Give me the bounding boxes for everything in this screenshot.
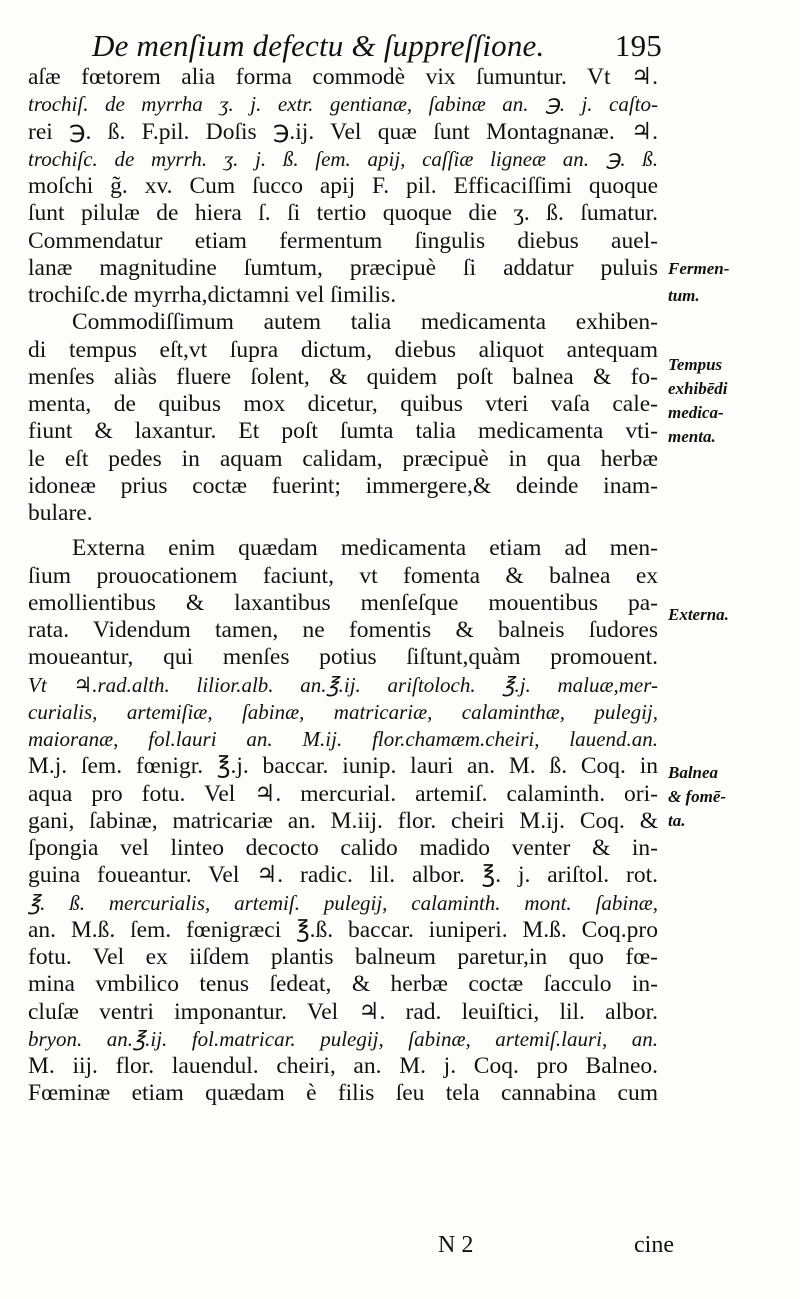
marginal-note: Tempus — [668, 355, 723, 374]
text-line: Commodiſſimum autem talia medicamenta exhiben- — [72, 309, 658, 336]
marginal-note: exhibēdi — [668, 379, 728, 398]
text-line: menſes aliàs fluere ſolent, & quidem poſt balnea & fo- — [28, 363, 658, 390]
text-line: trochiſ. de myrrha ʒ. j. extr. gentianæ, ſabinæ an. ℈. j. caſto- — [28, 92, 658, 117]
text-line: rata. Videndum tamen, ne fomentis & balneis ſudores — [28, 617, 658, 643]
text-line: fiunt & laxantur. Et poſt ſumta talia medicamenta vti- — [28, 418, 658, 445]
text-line: mina vmbilico tenus ſedeat, & herbæ coctæ ſacculo in- — [28, 971, 658, 998]
text-line: ſpongia vel linteo decocto calido madido venter & in- — [28, 835, 658, 861]
text-line: Vt ♃.rad.alth. lilior.alb. an.℥.ij. ariſtoloch. ℥.j. maluæ,mer- — [28, 672, 658, 697]
text-line: le eſt pedes in aquam calidam, præcipuè in qua herbæ — [28, 445, 658, 472]
text-line: cluſæ ventri imponantur. Vel ♃. rad. leuiſtici, lil. albor. — [28, 998, 658, 1025]
text-line: M. iij. flor. lauendul. cheiri, an. M. j. Coq. pro Balneo. — [28, 1053, 658, 1079]
text-line: ℥. ß. mercurialis, artemiſ. pulegij, calaminth. mont. ſabinæ, — [28, 890, 658, 915]
text-line: idoneæ prius coctæ fuerint; immergere,& deinde inam- — [28, 472, 658, 499]
signature-mark: N 2 — [438, 1232, 474, 1258]
text-line: moſchi g̃. xv. Cum ſucco apij F. pil. Efficaciſſimi quoque — [28, 173, 658, 199]
text-line: trochiſc. de myrrh. ʒ. j. ß. ſem. apij, caſſiæ ligneæ an. ℈. ß. — [28, 146, 658, 171]
catchword: cine — [634, 1232, 674, 1258]
text-line: an. M.ß. ſem. fœnigræci ℥.ß. baccar. iuniperi. M.ß. Coq.pro — [28, 916, 658, 943]
text-line: M.j. ſem. fœnigr. ℥.j. baccar. iunip. lauri an. M. ß. Coq. in — [28, 753, 658, 780]
text-line: ſium prouocationem faciunt, vt fomenta & balnea ex — [28, 562, 658, 589]
running-head — [92, 28, 662, 64]
text-line: Commendatur etiam fermentum ſingulis diebus auel- — [28, 227, 658, 254]
page-number: 195 — [614, 28, 662, 63]
text-line: aſæ fœtorem alia forma commodè vix ſumuntur. Vt ♃. — [28, 64, 658, 90]
text-line: gani, ſabinæ, matricariæ an. M.iij. flor. cheiri M.ij. Coq. & — [28, 807, 658, 834]
text-line: lanæ magnitudine ſumtum, præcipuè ſi addatur puluis — [28, 254, 658, 281]
marginal-note: Fermen- — [668, 259, 730, 278]
text-line: ſunt pilulæ de hiera ſ. ſi tertio quoque die ʒ. ß. ſumatur. — [28, 200, 658, 227]
text-line: menta, de quibus mox dicetur, quibus vteri vaſa cale- — [28, 391, 658, 417]
text-line: fotu. Vel ex iiſdem plantis balneum paretur,in quo fœ- — [28, 944, 658, 970]
text-line: aqua pro fotu. Vel ♃. mercurial. artemiſ. calaminth. ori- — [28, 780, 658, 807]
text-line: curialis, artemiſiæ, ſabinæ, matricariæ, calaminthæ, pulegij, — [28, 699, 658, 724]
body-text — [28, 64, 658, 1108]
marginal-note: tum. — [668, 286, 700, 305]
running-head-title: De menſium defectu & ſuppreſſione. — [92, 28, 545, 63]
text-line: rei ℈. ß. F.pil. Doſis ℈.ij. Vel quæ ſunt Montagnanæ. ♃. — [28, 118, 658, 145]
marginal-note: Externa. — [668, 605, 729, 624]
text-line: guina foueantur. Vel ♃. radic. lil. albor. ℥. j. ariſtol. rot. — [28, 862, 658, 889]
text-line: bulare. — [28, 500, 93, 526]
text-line: bryon. an.℥.ij. fol.matricar. pulegij, ſabinæ, artemiſ.lauri, an. — [28, 1026, 658, 1051]
text-line: trochiſc.de myrrha,dictamni vel ſimilis. — [28, 282, 397, 308]
text-line: Fœminæ etiam quædam è filis ſeu tela cannabina cum — [28, 1080, 658, 1107]
marginal-note: Balnea — [668, 763, 719, 782]
text-line: Externa enim quædam medicamenta etiam ad men- — [72, 535, 658, 562]
text-line: moueantur, qui menſes potius ſiſtunt,quàm promouent. — [28, 644, 658, 671]
text-line: emollientibus & laxantibus menſeſque mouentibus pa- — [28, 589, 658, 616]
marginal-note: menta. — [668, 427, 716, 446]
marginal-note: medica- — [668, 403, 724, 422]
text-line: maioranæ, fol.lauri an. M.ij. flor.chamæm.cheiri, lauend.an. — [28, 727, 658, 751]
marginal-note: & fomē- — [668, 787, 727, 806]
text-line: di tempus eſt,vt ſupra dictum, diebus aliquot antequam — [28, 336, 658, 363]
marginal-note: ta. — [668, 811, 686, 830]
